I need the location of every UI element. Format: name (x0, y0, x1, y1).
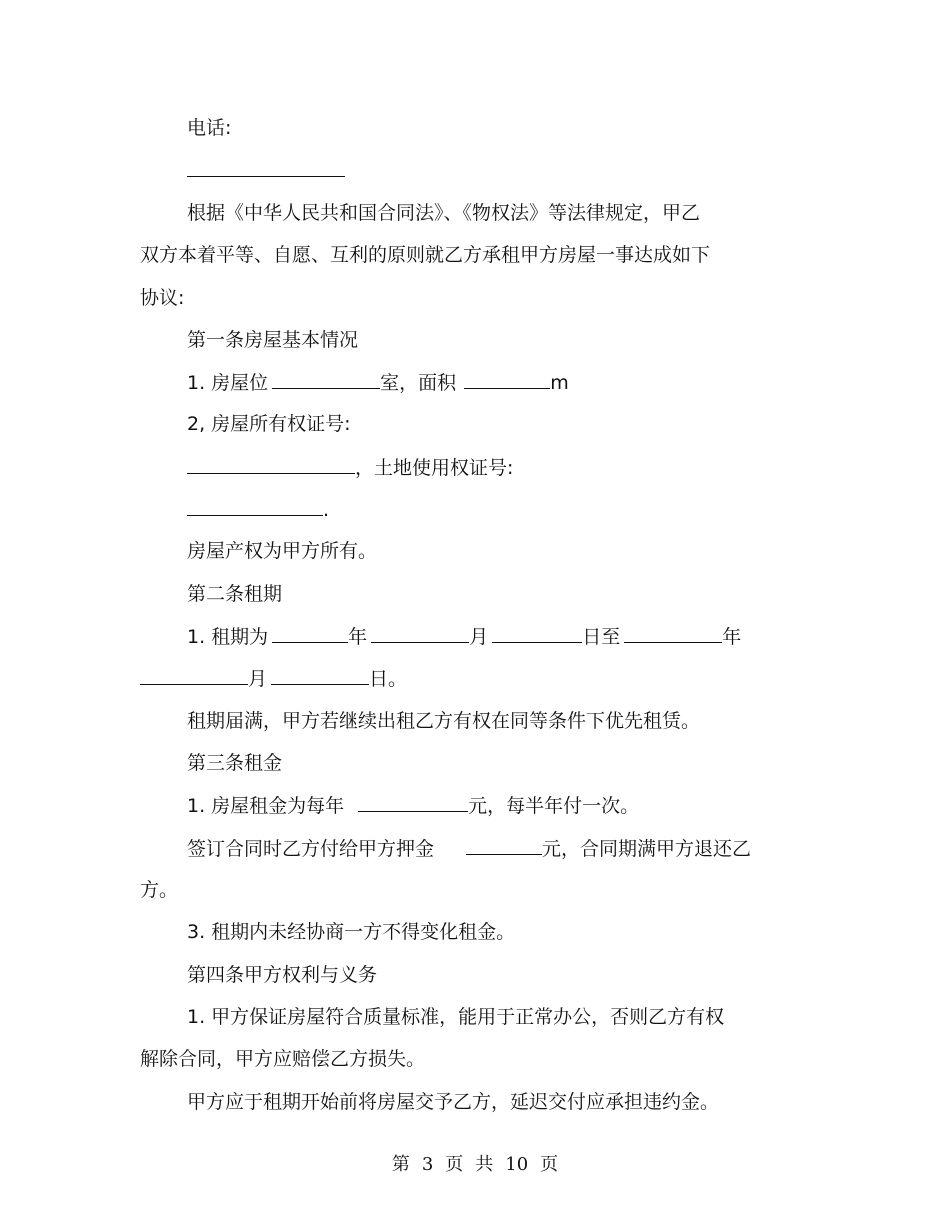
delivery-clause: 甲方应于租期开始前将房屋交予乙方，延迟交付应承担违约金。 (187, 1091, 720, 1113)
footer-total-prefix: 共 (475, 1154, 494, 1175)
intro-line-3: 协议: (140, 287, 185, 309)
phone-blank (187, 157, 345, 184)
article-1-item-2: 2, 房屋所有权证号: (187, 413, 351, 435)
footer-page-word: 页 (445, 1154, 464, 1175)
footer-page-prefix: 第 (391, 1154, 410, 1175)
intro-line-2: 双方本着平等、自愿、互利的原则就乙方承租甲方房屋一事达成如下 (140, 244, 711, 266)
article-4-title: 第四条甲方权利与义务 (187, 964, 378, 986)
total-pages-number: 10 (505, 1154, 529, 1175)
renewal-clause: 租期届满，甲方若继续出租乙方有权在同等条件下优先租赁。 (187, 710, 701, 732)
lease-term-line: 1. 租期为 年 月 日至 年 (187, 623, 741, 650)
landlord-quality-clause-2: 解除合同，甲方应赔偿乙方损失。 (140, 1048, 426, 1070)
article-3-title: 第三条租金 (187, 752, 283, 774)
land-cert-line: ，土地使用权证号: (187, 454, 513, 481)
deposit-line-2: 方。 (140, 879, 179, 901)
page-footer (0, 1153, 950, 1177)
article-1-title: 第一条房屋基本情况 (187, 329, 359, 351)
footer-page-word-2: 页 (540, 1154, 559, 1175)
intro-paragraph: 根据《中华人民共和国合同法》、《物权法》等法律规定，甲乙 (187, 202, 701, 224)
rent-amount-line: 1. 房屋租金为每年 元，每半年付一次。 (187, 792, 639, 819)
rent-change-clause: 3. 租期内未经协商一方不得变化租金。 (187, 921, 516, 943)
landlord-quality-clause: 1. 甲方保证房屋符合质量标准，能用于正常办公，否则乙方有权 (187, 1006, 725, 1028)
land-cert-blank: . (187, 496, 329, 523)
ownership-statement: 房屋产权为甲方所有。 (187, 540, 378, 562)
deposit-line: 签订合同时乙方付给甲方押金 元，合同期满甲方退还乙 (187, 835, 751, 862)
current-page-number: 3 (421, 1154, 434, 1175)
article-2-title: 第二条租期 (187, 583, 283, 605)
article-1-item-1: 1. 房屋位 室，面积 m (187, 369, 569, 396)
phone-label: 电话: (187, 117, 232, 139)
lease-term-line-2: 月 日。 (140, 665, 407, 692)
